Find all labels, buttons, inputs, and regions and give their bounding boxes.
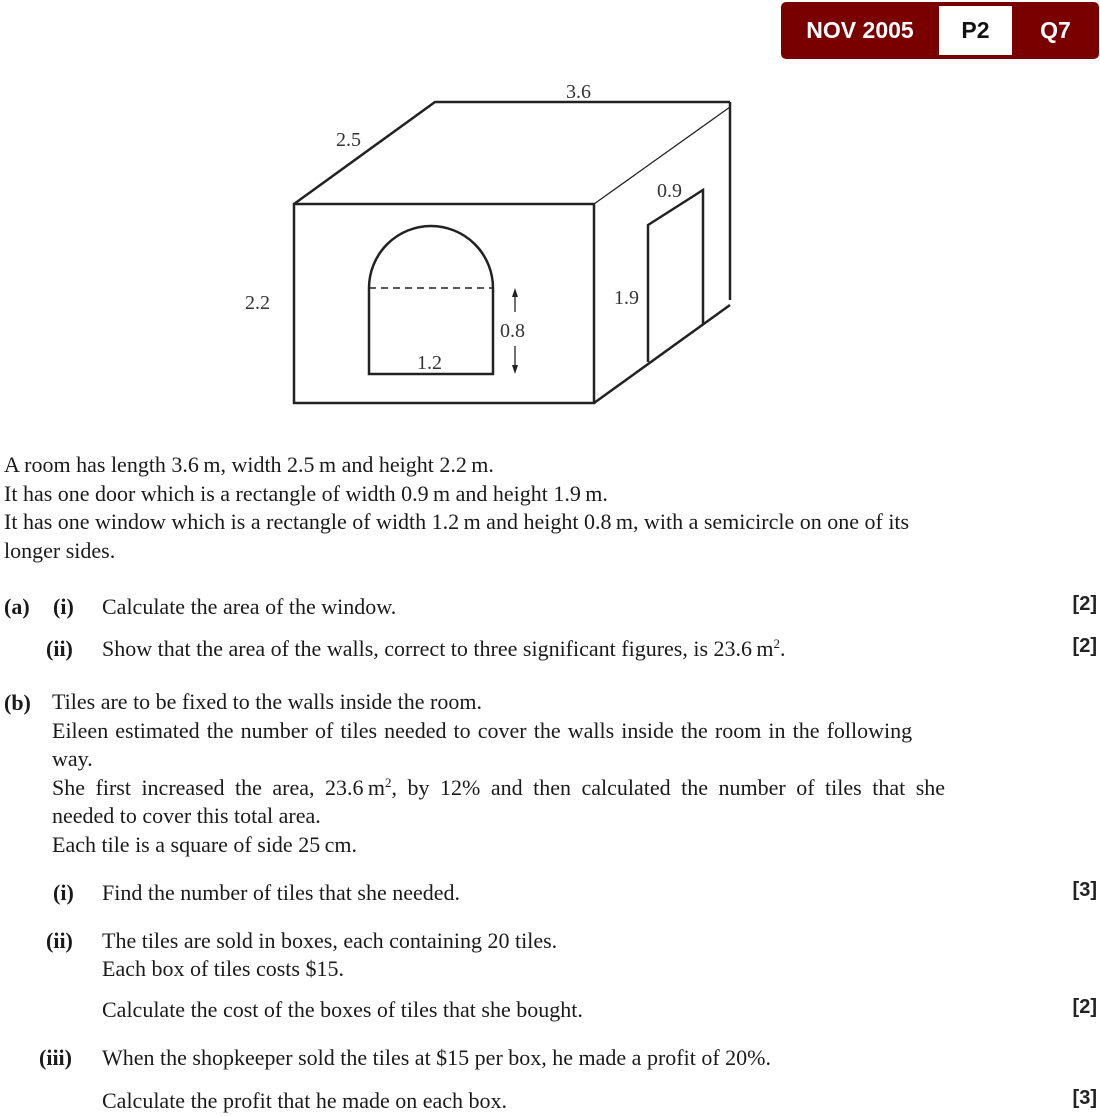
part-b-intro-line: needed to cover this total area. <box>52 803 321 828</box>
squared-superscript: 2 <box>385 774 392 790</box>
room-diagram-svg <box>0 0 1100 420</box>
question-number: Q7 <box>1040 17 1071 43</box>
part-a-i-marks: [2] <box>1072 593 1097 615</box>
part-b-i-label: (i) <box>53 880 74 905</box>
part-b-ii-marks: [2] <box>1072 996 1097 1018</box>
part-a-ii-text-main: Show that the area of the walls, correct to three significant figures, is 23.6 m <box>102 636 774 661</box>
part-b-intro-line <box>52 774 1034 803</box>
part-a-ii-text <box>102 636 786 662</box>
part-b-intro-line: Tiles are to be fixed to the walls inside the room. <box>52 689 482 714</box>
part-b-intro-line: Each tile is a square of side 25 cm. <box>52 831 357 857</box>
width-label: 2.5 <box>336 129 361 151</box>
question-intro <box>4 451 1044 565</box>
intro-line: It has one window which is a rectangle of width 1.2 m and height 0.8 m, with a semicircle on one of its <box>4 509 910 534</box>
part-b-iii-marks: [3] <box>1072 1087 1097 1109</box>
part-b-ii-line: Calculate the cost of the boxes of tiles that she bought. <box>102 997 583 1022</box>
part-a-ii-label: (ii) <box>46 636 73 661</box>
door-width-label: 0.9 <box>657 180 682 202</box>
side-bottom-edge <box>594 305 730 403</box>
part-b-intro-text: , by 12% and then calculated the number of tiles that she <box>391 774 946 800</box>
length-label: 3.6 <box>566 81 591 103</box>
intro-line: A room has length 3.6 m, width 2.5 m and height 2.2 m. <box>4 452 494 477</box>
arrowhead-down-icon <box>512 365 518 374</box>
height-label: 2.2 <box>245 292 270 314</box>
part-a-label: (a) <box>4 594 30 619</box>
part-b-label: (b) <box>4 690 31 715</box>
part-a-ii-text-end: . <box>780 636 786 661</box>
window-width-label: 1.2 <box>417 352 442 374</box>
arrowhead-up-icon <box>512 288 518 297</box>
part-b-intro-line: way. <box>52 746 93 771</box>
exam-session: NOV 2005 <box>806 17 914 43</box>
part-a-i-label: (i) <box>53 594 74 619</box>
paper-number: P2 <box>939 6 1012 55</box>
part-b-i-marks: [3] <box>1072 879 1097 901</box>
part-b-i-text: Find the number of tiles that she needed. <box>102 880 461 905</box>
part-b-ii-line: The tiles are sold in boxes, each containing 20 tiles. <box>102 928 558 953</box>
part-b-intro-line: Eileen estimated the number of tiles needed to cover the walls inside the room in the following <box>52 717 913 743</box>
room-diagram <box>0 0 1100 420</box>
squared-superscript: 2 <box>773 636 781 651</box>
part-b-intro-text: She first increased the area, 23.6 m <box>52 774 386 800</box>
door <box>648 190 703 362</box>
part-b-ii-line: Each box of tiles costs $15. <box>102 956 344 981</box>
door-height-label: 1.9 <box>614 287 639 309</box>
intro-line: It has one door which is a rectangle of width 0.9 m and height 1.9 m. <box>4 480 608 506</box>
part-b-iii-label: (iii) <box>39 1045 72 1070</box>
part-a-ii-marks: [2] <box>1072 635 1097 657</box>
part-a-i-text: Calculate the area of the window. <box>102 594 397 619</box>
window-height-label: 0.8 <box>500 320 525 342</box>
intro-line: longer sides. <box>4 537 116 563</box>
part-b-intro <box>52 688 1034 859</box>
part-b-iii-line: When the shopkeeper sold the tiles at $15 per box, he made a profit of 20%. <box>102 1045 771 1070</box>
part-b-ii-label: (ii) <box>46 928 73 953</box>
part-b-iii-line: Calculate the profit that he made on each box. <box>102 1088 508 1113</box>
